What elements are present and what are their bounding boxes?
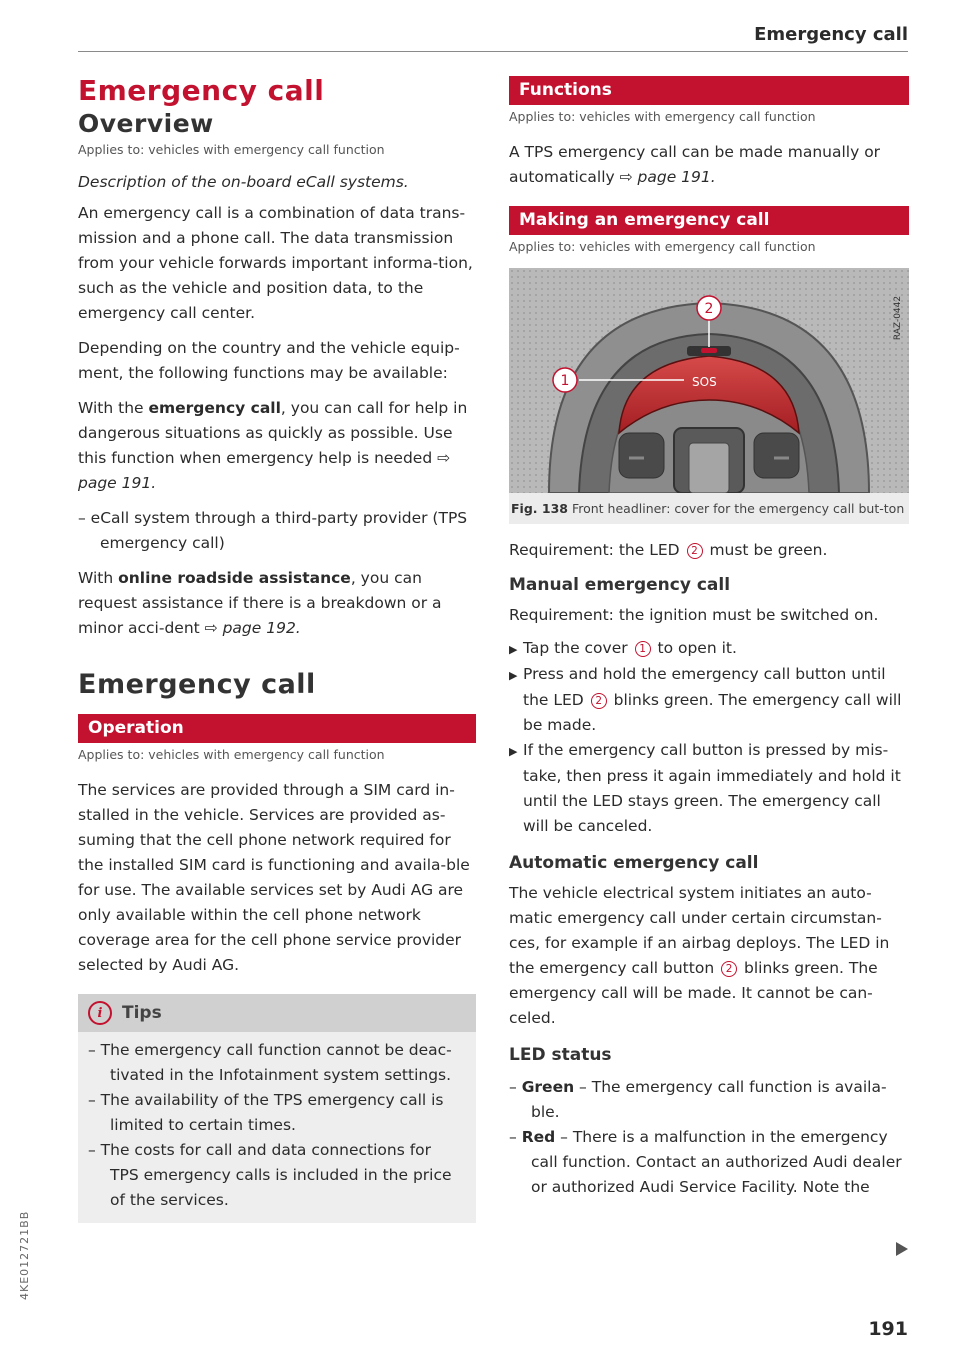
- triangle-icon: ▶: [509, 669, 518, 682]
- page-number: 191: [868, 1318, 908, 1340]
- list-item: [509, 738, 909, 839]
- step1-pre: Tap the cover: [523, 639, 628, 657]
- running-header: Emergency call: [754, 24, 908, 45]
- red-label: Red: [521, 1128, 556, 1146]
- overview-para-4: [78, 566, 476, 641]
- para4-bold: online roadside assistance: [118, 569, 351, 587]
- right-light-button: [754, 433, 799, 478]
- tips-list: [88, 1038, 462, 1213]
- center-switch: [689, 443, 729, 493]
- figure-138: [509, 268, 909, 524]
- caption-text: Front headliner: cover for the emergency call but-ton: [571, 501, 905, 516]
- making-applies: Applies to: vehicles with emergency call function: [509, 239, 816, 254]
- tips-box: [78, 994, 476, 1223]
- section-title: Emergency call: [78, 669, 316, 700]
- page-link-192[interactable]: ⇨ page 192.: [204, 619, 301, 637]
- led-callout-ref: 2: [721, 961, 737, 977]
- step2-post: blinks green. The emergency call will be made.: [523, 691, 902, 734]
- led-status-list: [509, 1075, 909, 1200]
- sos-label: SOS: [692, 375, 717, 389]
- overview-heading: Overview: [78, 109, 214, 138]
- para4-post: , you can request assistance if there is a breakdown or a minor acci-dent: [78, 569, 442, 637]
- overview-applies: Applies to: vehicles with emergency call function: [78, 142, 385, 157]
- green-label: Green: [521, 1078, 575, 1096]
- header-rule: [78, 51, 908, 52]
- right-column: [509, 62, 909, 1200]
- auto-pre: The vehicle electrical system initiates an auto-matic emergency call under certain circumstan-ces, for example if an airbag deploys. The LED in the emergency call button: [509, 884, 890, 977]
- caption-label: Fig. 138: [511, 501, 568, 516]
- list-item: – Green – The emergency call function is availa-ble.: [509, 1078, 887, 1121]
- led-callout-ref: 2: [687, 543, 703, 559]
- figure-caption: [509, 493, 909, 524]
- operation-applies: Applies to: vehicles with emergency call function: [78, 747, 385, 762]
- auto-para: [509, 881, 909, 1031]
- auto-post: blinks green. The emergency call will be made. It cannot be can-celed.: [509, 959, 878, 1027]
- left-column: [78, 62, 476, 1223]
- list-item: – The availability of the TPS emergency call is limited to certain times.: [88, 1091, 444, 1134]
- tips-heading: Tips: [122, 1003, 162, 1023]
- para3-post: , you can call for help in dangerous situations as quickly as possible. Use this function when emergency help is needed: [78, 399, 468, 467]
- req-post: must be green.: [709, 541, 828, 559]
- overview-dash-list: [78, 506, 476, 556]
- overview-para-2: Depending on the country and the vehicle equip-ment, the following functions may be available:: [78, 339, 460, 382]
- making-call-bar: Making an emergency call: [509, 206, 909, 235]
- led-callout-ref: 2: [591, 693, 607, 709]
- left-light-button: [619, 433, 664, 478]
- overview-para-3: [78, 396, 476, 496]
- functions-applies: Applies to: vehicles with emergency call function: [509, 109, 816, 124]
- functions-text: A TPS emergency call can be made manually or automatically: [509, 143, 881, 186]
- triangle-icon: ▶: [509, 643, 518, 656]
- requirement-led: [509, 538, 909, 563]
- auto-heading: Automatic emergency call: [509, 853, 759, 873]
- page-link-191[interactable]: ⇨ page 191.: [78, 449, 451, 492]
- chapter-title: Emergency call: [78, 74, 325, 107]
- step3-text: If the emergency call button is pressed by mis-take, then press it again immediately and hold it until the LED stays green. The emergency call will be canceled.: [523, 741, 901, 835]
- manual-steps: [509, 636, 909, 839]
- req-pre: Requirement: the LED: [509, 541, 680, 559]
- para3-bold: emergency call: [148, 399, 281, 417]
- list-item: – The emergency call function cannot be deac-tivated in the Infotainment system settings.: [88, 1041, 452, 1084]
- callout-1: 1: [560, 373, 570, 389]
- figure-code: RAZ-0442: [893, 295, 903, 341]
- manual-heading: Manual emergency call: [509, 575, 731, 595]
- info-icon: i: [88, 1001, 112, 1025]
- step2-pre: Press and hold the emergency call button until the LED: [523, 665, 886, 709]
- led: [701, 348, 717, 353]
- page-link-191[interactable]: ⇨ page 191.: [619, 168, 716, 186]
- red-text: – There is a malfunction in the emergency call function. Contact an authorized Audi dealer or authorized Audi Service Facility. Note the: [531, 1128, 902, 1196]
- para3-pre: With the: [78, 399, 149, 417]
- document-code: 4KE012721BB: [18, 1210, 31, 1300]
- list-item: [509, 662, 909, 738]
- operation-para: The services are provided through a SIM card in-stalled in the vehicle. Services are provided as-suming that the cell phone network required for the installed SIM card is functioning and availa-ble for use. The available services set by Audi AG are only available within the cell phone network coverage area for the cell phone service provider selected by Audi AG.: [78, 781, 470, 974]
- operation-bar: Operation: [78, 714, 476, 743]
- triangle-icon: ▶: [509, 745, 518, 758]
- headliner-illustration: [509, 268, 909, 493]
- led-status-heading: LED status: [509, 1045, 612, 1065]
- para4-pre: With: [78, 569, 119, 587]
- functions-bar: Functions: [509, 76, 909, 105]
- list-item: [509, 636, 909, 662]
- continue-arrow-icon: [896, 1242, 908, 1256]
- functions-para: [509, 140, 909, 190]
- manual-requirement: Requirement: the ignition must be switched on.: [509, 606, 879, 624]
- callout-2: 2: [704, 301, 714, 317]
- list-item: – eCall system through a third-party provider (TPS emergency call): [78, 509, 468, 552]
- green-text: – The emergency call function is availa-ble.: [531, 1078, 887, 1121]
- step1-post: to open it.: [657, 639, 737, 657]
- overview-para-1: An emergency call is a combination of data trans-mission and a phone call. The data transmission from your vehicle forwards important informa-tion, such as the vehicle and position data, to the emergency call center.: [78, 204, 473, 322]
- list-item: – Red – There is a malfunction in the emergency call function. Contact an authorized Audi dealer or authorized Audi Service Facility. Note the: [509, 1128, 902, 1196]
- overview-intro: Description of the on-board eCall systems.: [78, 173, 409, 191]
- tips-header: [78, 994, 476, 1032]
- cover-callout-ref: 1: [635, 641, 651, 657]
- list-item: – The costs for call and data connections for TPS emergency calls is included in the price of the services.: [88, 1141, 452, 1209]
